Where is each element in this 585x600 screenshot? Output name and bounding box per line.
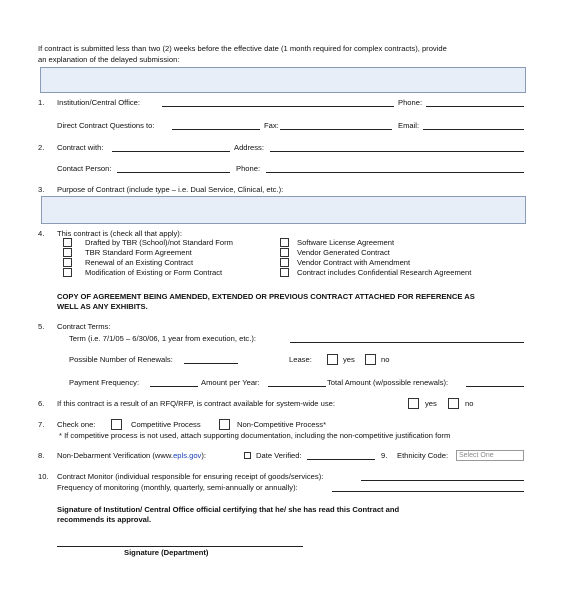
section-3-number: 3.	[38, 185, 45, 194]
option-vendor-generated: Vendor Generated Contract	[297, 248, 390, 257]
option-vendor-amendment: Vendor Contract with Amendment	[297, 258, 411, 267]
competitive-note: * If competitive process is not used, attach supporting documentation, including the non-competitive justification form	[59, 431, 451, 440]
purpose-label: Purpose of Contract (include type – i.e. Dual Service, Clinical, etc.):	[57, 185, 284, 194]
renewals-label: Possible Number of Renewals:	[69, 355, 173, 364]
checkbox-vendor-amendment[interactable]	[280, 258, 289, 267]
contact-phone-label: Phone:	[236, 164, 261, 173]
institution-phone-label: Phone:	[398, 98, 423, 107]
direct-questions-label: Direct Contract Questions to:	[57, 121, 155, 130]
signature-statement-line2: recommends its approval.	[57, 515, 152, 524]
lease-no-label: no	[381, 355, 390, 364]
non-debarment-label-pre: Non-Debarment Verification (www.	[57, 451, 174, 460]
copy-notice-line1: COPY OF AGREEMENT BEING AMENDED, EXTENDED OR PREVIOUS CONTRACT ATTACHED FOR REFERENCE AS	[57, 292, 475, 301]
contract-with-label: Contract with:	[57, 143, 104, 152]
intro-text-line2: an explanation of the delayed submission:	[38, 55, 180, 64]
section-6-number: 6.	[38, 399, 45, 408]
email-field[interactable]	[423, 129, 524, 130]
term-field[interactable]	[290, 342, 524, 343]
section-9-number: 9.	[381, 451, 388, 460]
payment-frequency-field[interactable]	[150, 386, 198, 387]
option-drafted-by-tbr: Drafted by TBR (School)/not Standard Form	[85, 238, 234, 247]
rfq-rfp-label: If this contract is a result of an RFQ/RFP, is contract available for system-wide use:	[57, 399, 335, 408]
contract-monitor-field[interactable]	[361, 480, 524, 481]
section-8-number: 8.	[38, 451, 45, 460]
institution-label: Institution/Central Office:	[57, 98, 141, 107]
fax-label: Fax:	[264, 121, 279, 130]
fax-field[interactable]	[280, 129, 392, 130]
competitive-checkbox[interactable]	[111, 419, 122, 430]
epls-link[interactable]: epls.gov	[173, 451, 202, 460]
rfq-no-label: no	[465, 399, 474, 408]
rfq-yes-checkbox[interactable]	[408, 398, 419, 409]
non-debarment-label-post: ):	[201, 451, 206, 460]
non-competitive-label: Non-Competitive Process*	[237, 420, 327, 429]
email-label: Email:	[398, 121, 420, 130]
checkbox-tbr-standard[interactable]	[63, 248, 72, 257]
option-modification: Modification of Existing or Form Contract	[85, 268, 223, 277]
institution-field[interactable]	[162, 106, 394, 107]
signature-statement-line1: Signature of Institution/ Central Office official certifying that he/ she has read this Contract and	[57, 505, 400, 514]
contract-type-label: This contract is (check all that apply):	[57, 229, 182, 238]
non-competitive-checkbox[interactable]	[219, 419, 230, 430]
lease-yes-checkbox[interactable]	[327, 354, 338, 365]
section-10-number: 10.	[38, 472, 49, 481]
contact-person-label: Contact Person:	[57, 164, 112, 173]
lease-label: Lease:	[289, 355, 312, 364]
address-label: Address:	[234, 143, 264, 152]
ethnicity-code-label: Ethnicity Code:	[397, 451, 449, 460]
amount-per-year-field[interactable]	[268, 386, 326, 387]
total-amount-label: Total Amount (w/possible renewals):	[327, 378, 449, 387]
checkbox-modification[interactable]	[63, 268, 72, 277]
section-7-number: 7.	[38, 420, 45, 429]
option-renewal: Renewal of an Existing Contract	[85, 258, 194, 267]
section-1-number: 1.	[38, 98, 45, 107]
section-5-number: 5.	[38, 322, 45, 331]
intro-text-line1: If contract is submitted less than two (2) weeks before the effective date (1 month required for complex contracts), provide	[38, 44, 447, 53]
term-label: Term (i.e. 7/1/05 – 6/30/06, 1 year from execution, etc.):	[69, 334, 256, 343]
total-amount-field[interactable]	[466, 386, 524, 387]
non-debarment-checkbox[interactable]	[244, 452, 251, 459]
contract-terms-label: Contract Terms:	[57, 322, 111, 331]
check-one-label: Check one:	[57, 420, 96, 429]
option-tbr-standard: TBR Standard Form Agreement	[85, 248, 192, 257]
option-software-license: Software License Agreement	[297, 238, 395, 247]
delay-explanation-field[interactable]	[40, 67, 526, 93]
monitoring-frequency-field[interactable]	[332, 491, 524, 492]
checkbox-renewal[interactable]	[63, 258, 72, 267]
monitoring-frequency-label: Frequency of monitoring (monthly, quarterly, semi-annually or annually):	[57, 483, 298, 492]
contract-with-field[interactable]	[112, 151, 230, 152]
institution-phone-field[interactable]	[426, 106, 524, 107]
contract-monitor-label: Contract Monitor (individual responsible for ensuring receipt of goods/services):	[57, 472, 324, 481]
option-confidential-research: Contract includes Confidential Research Agreement	[297, 268, 472, 277]
address-field[interactable]	[270, 151, 524, 152]
contact-person-field[interactable]	[117, 172, 230, 173]
signature-line[interactable]	[57, 546, 303, 547]
section-4-number: 4.	[38, 229, 45, 238]
purpose-field[interactable]	[41, 196, 526, 224]
lease-yes-label: yes	[343, 355, 355, 364]
checkbox-drafted-by-tbr[interactable]	[63, 238, 72, 247]
direct-questions-field[interactable]	[172, 129, 260, 130]
lease-no-checkbox[interactable]	[365, 354, 376, 365]
signature-caption: Signature (Department)	[124, 548, 209, 557]
renewals-field[interactable]	[184, 363, 238, 364]
copy-notice-line2: WELL AS ANY EXHIBITS.	[57, 302, 148, 311]
checkbox-confidential-research[interactable]	[280, 268, 289, 277]
contact-phone-field[interactable]	[266, 172, 524, 173]
checkbox-vendor-generated[interactable]	[280, 248, 289, 257]
date-verified-field[interactable]	[307, 459, 375, 460]
competitive-label: Competitive Process	[131, 420, 201, 429]
non-debarment-label	[57, 451, 206, 460]
payment-frequency-label: Payment Frequency:	[69, 378, 140, 387]
ethnicity-code-select[interactable]: Select One	[456, 450, 524, 461]
date-verified-label: Date Verified:	[256, 451, 302, 460]
rfq-yes-label: yes	[425, 399, 437, 408]
rfq-no-checkbox[interactable]	[448, 398, 459, 409]
amount-per-year-label: Amount per Year:	[201, 378, 260, 387]
checkbox-software-license[interactable]	[280, 238, 289, 247]
section-2-number: 2.	[38, 143, 45, 152]
